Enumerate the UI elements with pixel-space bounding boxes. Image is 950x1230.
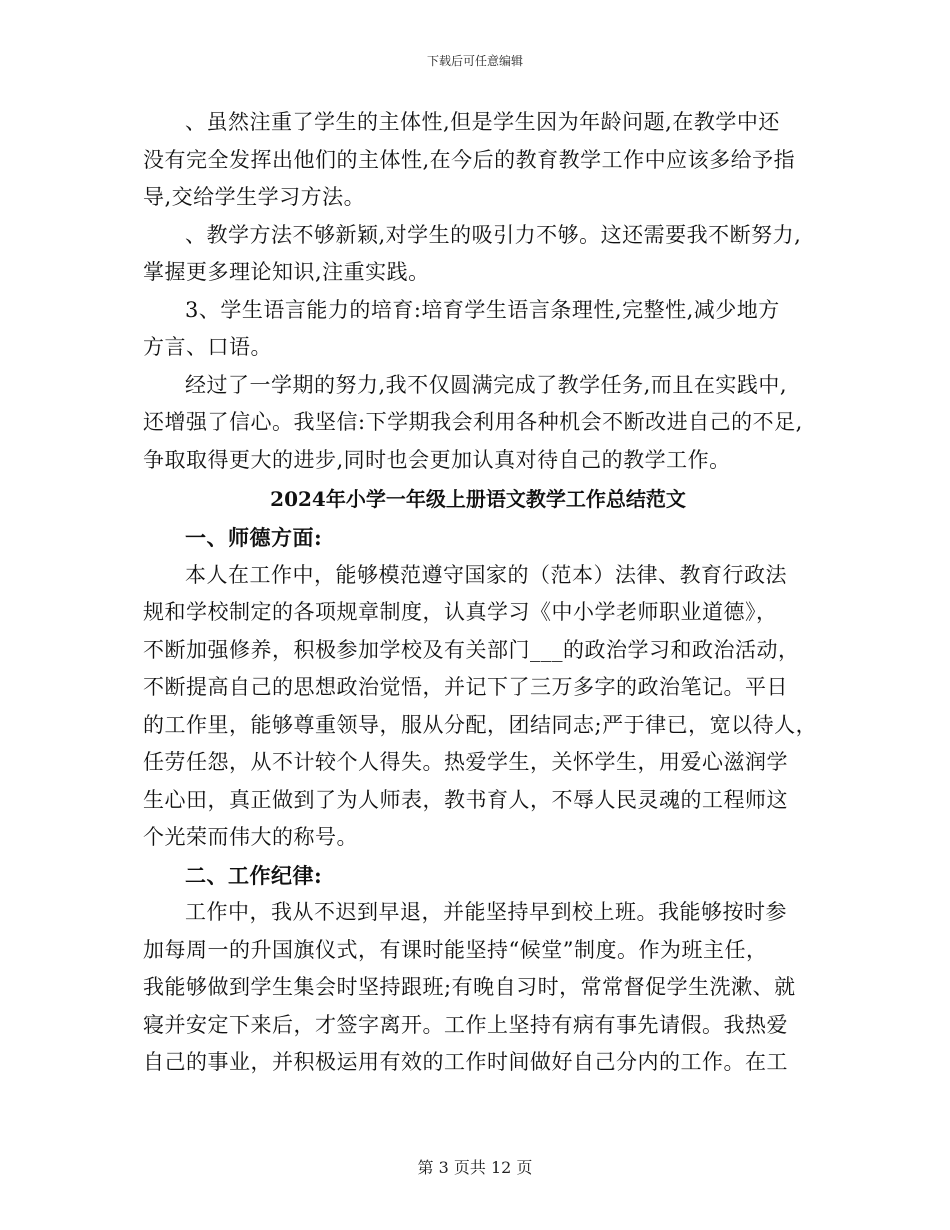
- paragraph-line: 经过了一学期的努力,我不仅圆满完成了教学任务,而且在实践中,: [185, 372, 788, 397]
- paragraph-line: 规和学校制定的各项规章制度，认真学习《中小学老师职业道德》，: [143, 600, 778, 624]
- paragraph-line: 导,交给学生学习方法。: [143, 185, 366, 209]
- paragraph-line: 还增强了信心。我坚信:下学期我会利用各种机会不断改进自己的不足,: [143, 410, 803, 434]
- paragraph-line: 任劳任怨，从不计较个人得失。热爱学生，关怀学生，用爱心滋润学: [143, 750, 788, 774]
- paragraph-line: 个光荣而伟大的称号。: [143, 825, 358, 849]
- paragraph-line: 本人在工作中，能够模范遵守国家的（范本）法律、教育行政法: [185, 562, 787, 587]
- paragraph-line: 我能够做到学生集会时坚持跟班;有晚自习时，常常督促学生洗漱、就: [143, 975, 796, 999]
- paragraph-line: 、教学方法不够新颖,对学生的吸引力不够。这还需要我不断努力,: [185, 222, 802, 247]
- paragraph-line: 、虽然注重了学生的主体性,但是学生因为年龄问题,在教学中还: [185, 110, 780, 134]
- document-title: 2024年小学一年级上册语文教学工作总结范文: [270, 487, 686, 511]
- paragraph-line: 生心田，真正做到了为人师表，教书育人，不辱人民灵魂的工程师这: [143, 787, 788, 812]
- paragraph-line: 寝并安定下来后，才签字离开。工作上坚持有病有事先请假。我热爱: [143, 1012, 788, 1037]
- section-heading-discipline: 二、工作纪律:: [185, 862, 323, 888]
- paragraph-line: 自己的事业，并积极运用有效的工作时间做好自己分内的工作。在工: [143, 1050, 788, 1074]
- document-body: [143, 104, 818, 1082]
- paragraph-line: 方言、口语。: [143, 335, 272, 359]
- paragraph-line: 工作中，我从不迟到早退，并能坚持早到校上班。我能够按时参: [185, 900, 787, 924]
- section-heading-ethics: 一、师德方面:: [185, 525, 323, 550]
- paragraph-line: 争取取得更大的进步,同时也会更加认真对待自己的教学工作。: [143, 447, 731, 472]
- paragraph-line: 的工作里，能够尊重领导，服从分配，团结同志;严于律已，宽以待人，: [143, 712, 818, 737]
- paragraph-line: 不断提高自己的思想政治觉悟，并记下了三万多字的政治笔记。平日: [143, 675, 788, 699]
- page-header: 下载后可任意编辑: [426, 54, 523, 68]
- paragraph-line: 不断加强修养，积极参加学校及有关部门___的政治学习和政治活动，: [143, 637, 800, 662]
- page-number-footer: 第 3 页共 12 页: [417, 1158, 533, 1177]
- paragraph-line: 加每周一的升国旗仪式，有课时能坚持“候堂”制度。作为班主任，: [143, 937, 768, 962]
- paragraph-line: 掌握更多理论知识,注重实践。: [143, 260, 430, 284]
- paragraph-line: 3、学生语言能力的培育:培育学生语言条理性,完整性,减少地方: [185, 297, 780, 322]
- paragraph-line: 没有完全发挥出他们的主体性,在今后的教育教学工作中应该多给予指: [143, 147, 796, 172]
